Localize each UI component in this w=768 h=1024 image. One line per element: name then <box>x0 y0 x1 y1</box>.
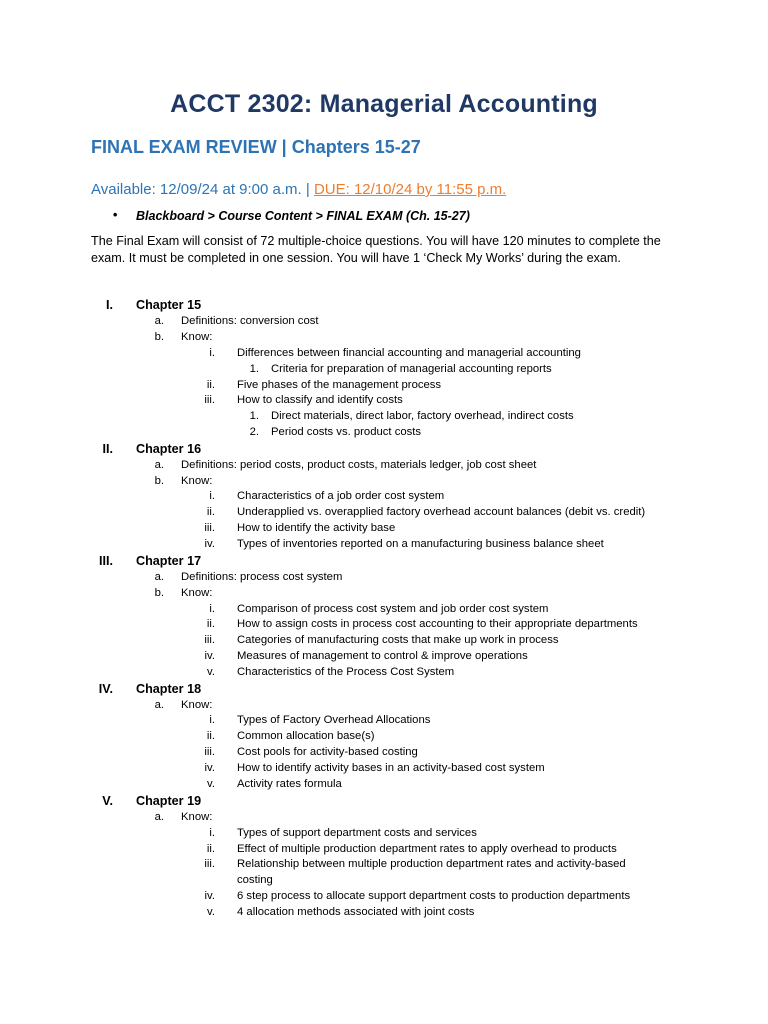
outline-marker: i. <box>209 347 215 359</box>
outline-text: Definitions: period costs, product costs, materials ledger, job cost sheet <box>181 459 537 471</box>
outline-text: Direct materials, direct labor, factory overhead, indirect costs <box>271 410 574 422</box>
outline-marker: iii. <box>204 858 215 870</box>
outline-marker: i. <box>209 603 215 615</box>
available-date: Available: 12/09/24 at 9:00 a.m. | <box>91 181 314 198</box>
outline-marker: iv. <box>204 762 215 774</box>
outline-text: Common allocation base(s) <box>237 730 375 742</box>
outline-marker: a. <box>154 811 164 823</box>
outline-text: Measures of management to control & improve operations <box>237 650 528 662</box>
outline-text: Definitions: process cost system <box>181 571 343 583</box>
outline-text: 6 step process to allocate support department costs to production departments <box>237 890 631 902</box>
outline-text: Chapter 15 <box>136 298 202 312</box>
outline-text: Chapter 19 <box>136 794 202 808</box>
outline-marker: ii. <box>206 506 215 518</box>
outline-marker: b. <box>154 331 164 343</box>
outline-marker: b. <box>154 587 164 599</box>
outline-text: Categories of manufacturing costs that make up work in process <box>237 634 559 646</box>
outline-marker: a. <box>154 459 164 471</box>
outline-marker: i. <box>209 490 215 502</box>
outline-marker: V. <box>102 794 113 808</box>
outline-text: Characteristics of a job order cost system <box>237 490 445 502</box>
outline-marker: ii. <box>206 379 215 391</box>
outline-marker: i. <box>209 827 215 839</box>
outline-text: Period costs vs. product costs <box>271 426 422 438</box>
outline-text: Characteristics of the Process Cost System <box>237 666 455 678</box>
document-title: ACCT 2302: Managerial Accounting <box>170 90 598 118</box>
outline-text: Effect of multiple production department rates to apply overhead to products <box>237 843 617 855</box>
outline-text: Differences between financial accounting and managerial accounting <box>237 347 581 359</box>
outline-text: Know: <box>181 587 213 599</box>
outline-text: Types of support department costs and services <box>237 827 477 839</box>
outline-marker: a. <box>154 699 164 711</box>
outline-marker: a. <box>154 315 164 327</box>
outline-marker: iii. <box>204 634 215 646</box>
outline-text: costing <box>237 874 273 886</box>
outline-marker: v. <box>207 906 215 918</box>
outline-marker: ii. <box>206 843 215 855</box>
outline-marker: 2. <box>249 426 259 438</box>
outline-marker: v. <box>207 778 215 790</box>
bullet-icon: • <box>113 208 118 222</box>
outline-marker: I. <box>106 298 113 312</box>
outline-marker: ii. <box>206 618 215 630</box>
due-date-link[interactable]: DUE: 12/10/24 by 11:55 p.m. <box>313 181 507 198</box>
outline-marker: i. <box>209 714 215 726</box>
outline-marker: iv. <box>204 650 215 662</box>
outline-text: Types of inventories reported on a manufacturing business balance sheet <box>237 538 604 550</box>
outline-text: Know: <box>181 699 213 711</box>
outline-marker: II. <box>102 442 113 456</box>
outline-text: How to assign costs in process cost accounting to their appropriate departments <box>237 618 638 630</box>
outline-text: Five phases of the management process <box>237 379 442 391</box>
outline-marker: v. <box>207 666 215 678</box>
outline-text: How to identify the activity base <box>237 522 396 534</box>
outline-text: Know: <box>181 475 213 487</box>
exam-intro-paragraph: The Final Exam will consist of 72 multiple-choice questions. You will have 120 minutes to complete the exam. It must be completed in one session. You will have 1 ‘Check My Works’ during the exam. <box>91 234 661 265</box>
outline-text: Know: <box>181 331 213 343</box>
outline-text: Chapter 17 <box>136 554 202 568</box>
outline-text: Chapter 16 <box>136 442 202 456</box>
outline-text: How to classify and identify costs <box>237 394 403 406</box>
review-subtitle: FINAL EXAM REVIEW | Chapters 15-27 <box>91 137 421 157</box>
outline-marker: a. <box>154 571 164 583</box>
outline-marker: b. <box>154 475 164 487</box>
outline-text: Types of Factory Overhead Allocations <box>237 714 431 726</box>
outline-text: Chapter 18 <box>136 682 202 696</box>
outline-marker: iii. <box>204 394 215 406</box>
outline-text: Underapplied vs. overapplied factory overhead account balances (debit vs. credit) <box>237 506 646 518</box>
outline-marker: III. <box>99 554 113 568</box>
outline-text: Criteria for preparation of managerial accounting reports <box>271 363 552 375</box>
outline-text: Know: <box>181 811 213 823</box>
outline-marker: ii. <box>206 730 215 742</box>
outline-marker: 1. <box>249 410 259 422</box>
outline-marker: iii. <box>204 746 215 758</box>
outline-marker: iv. <box>204 890 215 902</box>
outline-text: How to identify activity bases in an activity-based cost system <box>237 762 545 774</box>
outline-text: Activity rates formula <box>237 778 342 790</box>
outline-text: 4 allocation methods associated with joint costs <box>237 906 475 918</box>
outline-text: Definitions: conversion cost <box>181 315 319 327</box>
blackboard-path-text: Blackboard > Course Content > FINAL EXAM (Ch. 15-27) <box>136 209 470 223</box>
outline-marker: iv. <box>204 538 215 550</box>
outline-marker: 1. <box>249 363 259 375</box>
outline-text: Relationship between multiple production department rates and activity-based <box>237 858 626 870</box>
outline-text: Comparison of process cost system and job order cost system <box>237 603 549 615</box>
outline-text: Cost pools for activity-based costing <box>237 746 418 758</box>
outline-marker: iii. <box>204 522 215 534</box>
outline-marker: IV. <box>98 682 113 696</box>
